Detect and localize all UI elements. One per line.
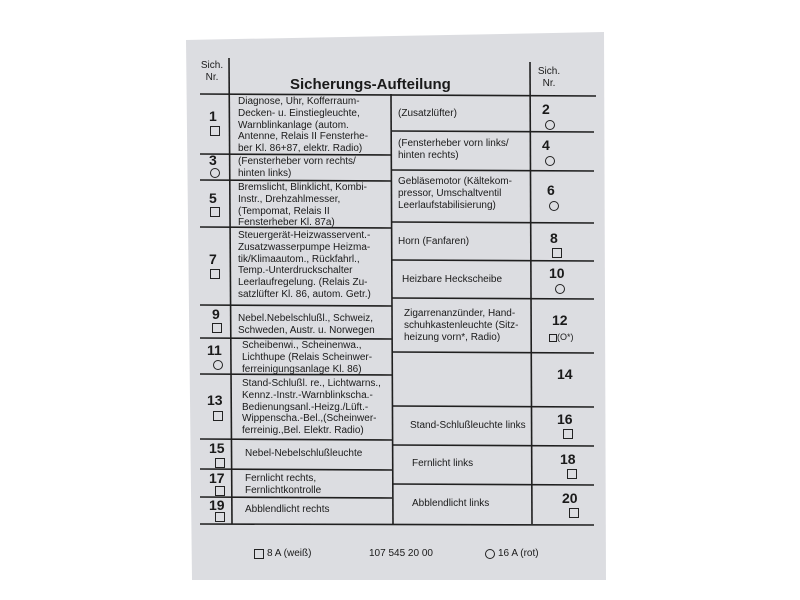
square-marker-icon xyxy=(215,512,225,522)
fuse-description: Zigarrenanzünder, Hand- schuhkastenleuchte (Sitz- heizung vorn*, Radio) xyxy=(404,308,519,343)
square-marker-icon xyxy=(254,549,264,559)
circle-marker-icon xyxy=(485,549,495,559)
fuse-description: Bremslicht, Blinklicht, Kombi- Instr., Drehzahlmesser, (Tempomat, Relais II Fensterheber Kl. 87a) xyxy=(238,182,367,229)
fuse-number: 4 xyxy=(542,137,550,153)
fuse-number: 9 xyxy=(212,306,220,322)
fuse-number: 2 xyxy=(542,101,550,117)
square-marker-icon xyxy=(212,323,222,333)
fuse-description: Stand-Schlußleuchte links xyxy=(410,420,526,431)
fuse-description: Nebel.Nebelschlußl., Schweiz, Schweden, Austr. u. Norwegen xyxy=(238,313,375,336)
fuse-description: Fernlicht links xyxy=(412,458,474,469)
fuse-number: 16 xyxy=(557,411,573,427)
square-marker-icon xyxy=(210,269,220,279)
fuse-description: Abblendlicht rechts xyxy=(245,504,330,515)
square-marker-icon xyxy=(215,486,225,496)
fuse-description: Heizbare Heckscheibe xyxy=(402,274,503,285)
square-marker-icon xyxy=(215,458,225,468)
fuse-description: (Fensterheber vorn links/ hinten rechts) xyxy=(398,138,509,161)
square-marker-icon xyxy=(552,248,562,258)
fuse-number: 20 xyxy=(562,490,578,506)
fuse-description: Steuergerät-Heizwasservent.- Zusatzwasserpumpe Heizma- tik/Klimaautom., Rückfahrl., Temp.-Unterdruckschalter Leerlaufregelung. (Relais Zu- satzlüfter Kl. 86, autom. Getr.) xyxy=(238,230,371,300)
fuse-number: 7 xyxy=(209,251,217,267)
square-marker-icon xyxy=(567,469,577,479)
fuse-description: Stand-Schlußl. re., Lichtwarns., Kennz.-Instr.-Warnblinkscha.- Bedienungsanl.-Heizg./Lüft.- Wippenscha.-Bel.,(Scheinwer- ferreinig.,Bel. Elektr. Radio) xyxy=(242,378,381,437)
fuse-number: 18 xyxy=(560,451,576,467)
square-marker-icon xyxy=(210,207,220,217)
fuse-number: 6 xyxy=(547,182,555,198)
fuse-description: Diagnose, Uhr, Kofferraum- Decken- u. Einstiegleuchte, Warnblinkanlage (autom. Antenne, Relais II Fensterhe- ber Kl. 86+87, elektr. Radio) xyxy=(238,96,369,155)
fuse-number: 19 xyxy=(209,497,225,513)
fuse-number: 13 xyxy=(207,392,223,408)
fuse-number: 12 xyxy=(552,312,568,328)
left-col-label: Sich. Nr. xyxy=(200,60,224,83)
fuse-description: (Zusatzlüfter) xyxy=(398,108,457,119)
fuse-number: 3 xyxy=(209,152,217,168)
circle-marker-icon xyxy=(545,156,555,166)
circle-marker-icon xyxy=(545,120,555,130)
legend-square-label: 8 A (weiß) xyxy=(267,548,312,559)
fuse-description: Fernlicht rechts, Fernlichtkontrolle xyxy=(245,473,322,496)
square-marker-icon xyxy=(563,429,573,439)
fuse-number: 10 xyxy=(549,265,565,281)
fuse-description: Scheibenwi., Scheinenwa., Lichthupe (Relais Scheinwer- ferreinigungsanlage Kl. 86) xyxy=(242,340,373,375)
marker-suffix: (O*) xyxy=(557,332,574,342)
fuse-description: (Fensterheber vorn rechts/ hinten links) xyxy=(238,156,356,179)
right-col-label: Sich. Nr. xyxy=(537,66,561,89)
fuse-number: 15 xyxy=(209,440,225,456)
fuse-description: Horn (Fanfaren) xyxy=(398,236,470,247)
circle-marker-icon xyxy=(213,360,223,370)
fuse-description: Nebel-Nebelschlußleuchte xyxy=(245,448,363,459)
fuse-number: 14 xyxy=(557,366,573,382)
circle-marker-icon xyxy=(549,201,559,211)
fuse-number: 17 xyxy=(209,470,225,486)
page-title: Sicherungs-Aufteilung xyxy=(290,76,451,93)
square-marker-icon xyxy=(210,126,220,136)
fuse-description: Abblendlicht links xyxy=(412,498,490,509)
fuse-number: 11 xyxy=(207,342,222,358)
square-marker-icon xyxy=(569,508,579,518)
fuse-number: 5 xyxy=(209,190,217,206)
square-marker-icon xyxy=(549,334,557,342)
part-number: 107 545 20 00 xyxy=(369,548,433,559)
square-marker-icon xyxy=(213,411,223,421)
circle-marker-icon xyxy=(210,168,220,178)
fuse-number: 8 xyxy=(550,230,558,246)
fuse-number: 1 xyxy=(209,108,217,124)
legend-circle-label: 16 A (rot) xyxy=(498,548,539,559)
fuse-description: Gebläsemotor (Kältekom- pressor, Umschaltventil Leerlaufstabilisierung) xyxy=(398,176,512,211)
circle-marker-icon xyxy=(555,284,565,294)
